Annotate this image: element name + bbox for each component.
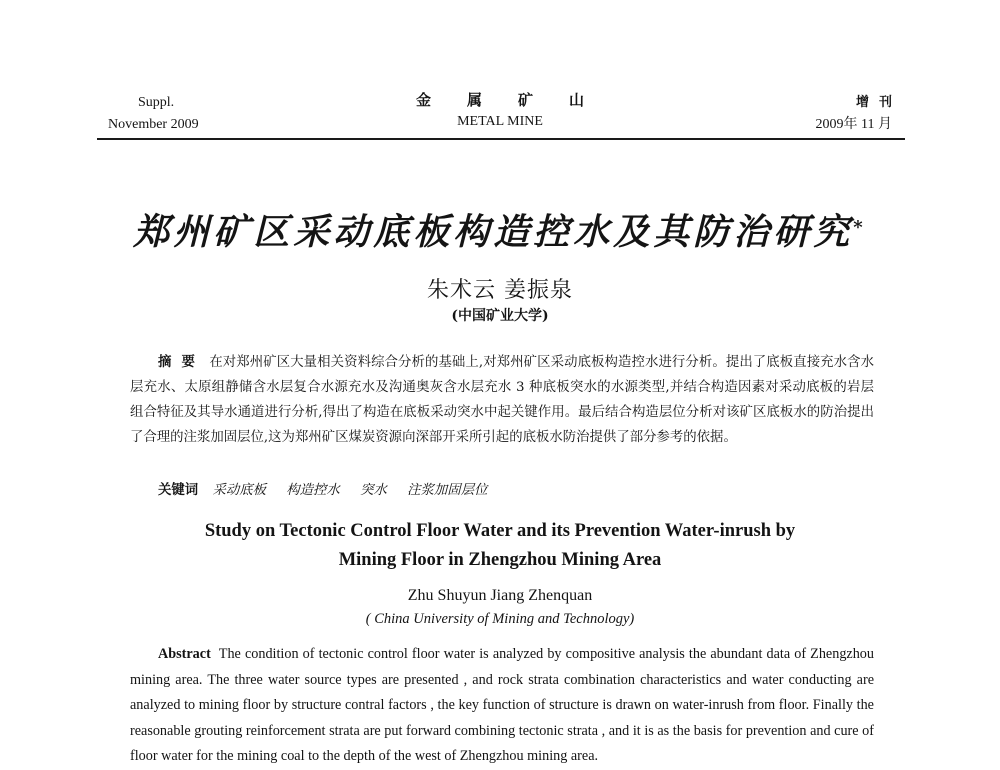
- keyword: 采动底板: [212, 483, 266, 498]
- affiliation-cn: (中国矿业大学): [451, 308, 549, 324]
- authors-cn: 朱术云 姜振泉: [427, 278, 573, 303]
- authors-en: Zhu Shuyun Jiang Zhenquan: [407, 587, 593, 604]
- journal-name: [380, 88, 620, 132]
- supplement-label-cn: 增刊: [855, 95, 902, 110]
- journal-name-cn: 金属矿山: [416, 91, 621, 109]
- abstract-en: [130, 642, 874, 770]
- issue-date-en: November 2009: [108, 117, 199, 132]
- abstract-cn: [130, 350, 874, 450]
- keywords-cn: [158, 478, 858, 503]
- supplement-label: Suppl.: [138, 95, 175, 110]
- paper-title-en-line2: Mining Floor in Zhengzhou Mining Area: [338, 550, 662, 570]
- paper-title-cn-text: 郑州矿区采动底板构造控水及其防治研究: [133, 211, 854, 253]
- header-divider: [97, 138, 905, 140]
- abstract-cn-label: 摘要: [158, 354, 205, 370]
- running-header-right: [692, 92, 902, 136]
- keyword: 构造控水: [286, 483, 340, 498]
- paper-title-en: [120, 517, 880, 575]
- abstract-en-text: The condition of tectonic control floor water is analyzed by compositive analysis the abundant data of Zhengzhou mining area. The three water source types are presented , and rock strata combination characteristics and water conducting are analyzed to mining floor by structure contral factors , the key function of structure is drawn on water-inrush from floor. Finally the reasonable grouting reinforcement strata are put forward combining tectonic strata , and it is as the basis for prevention and cure of floor water for the mining coal to the depth of the west of Zhengzhou mining area.: [130, 646, 874, 764]
- running-header-left: [108, 92, 268, 136]
- abstract-cn-text: 在对郑州矿区大量相关资料综合分析的基础上,对郑州矿区采动底板构造控水进行分析。提出了底板直接充水含水层充水、太原组静储含水层复合水源充水及沟通奥灰含水层充水 3 种底板突水的水源类型,并结合构造因素对采动底板的岩层组合特征及其导水通道进行分析,得出了构造在底板采动突水中起关键作用。最后结合构造层位分析对该矿区底板水的防治提出了合理的注浆加固层位,这为郑州矿区煤炭资源向深部开采所引起的底板水防治提供了部分参考的依据。: [130, 355, 875, 445]
- abstract-en-label: Abstract: [158, 646, 211, 662]
- affiliation-en: ( China University of Mining and Technology): [365, 611, 635, 627]
- keywords-cn-label: 关键词: [158, 482, 199, 498]
- title-footnote-marker: *: [853, 217, 867, 238]
- paper-title-en-line1: Study on Tectonic Control Floor Water and its Prevention Water-inrush by: [204, 521, 796, 541]
- keyword: 注浆加固层位: [407, 483, 488, 498]
- issue-date-cn: 2009年 11 月: [815, 117, 892, 132]
- paper-title-cn: [100, 208, 900, 256]
- keyword: 突水: [360, 483, 387, 498]
- journal-name-en: METAL MINE: [457, 114, 543, 129]
